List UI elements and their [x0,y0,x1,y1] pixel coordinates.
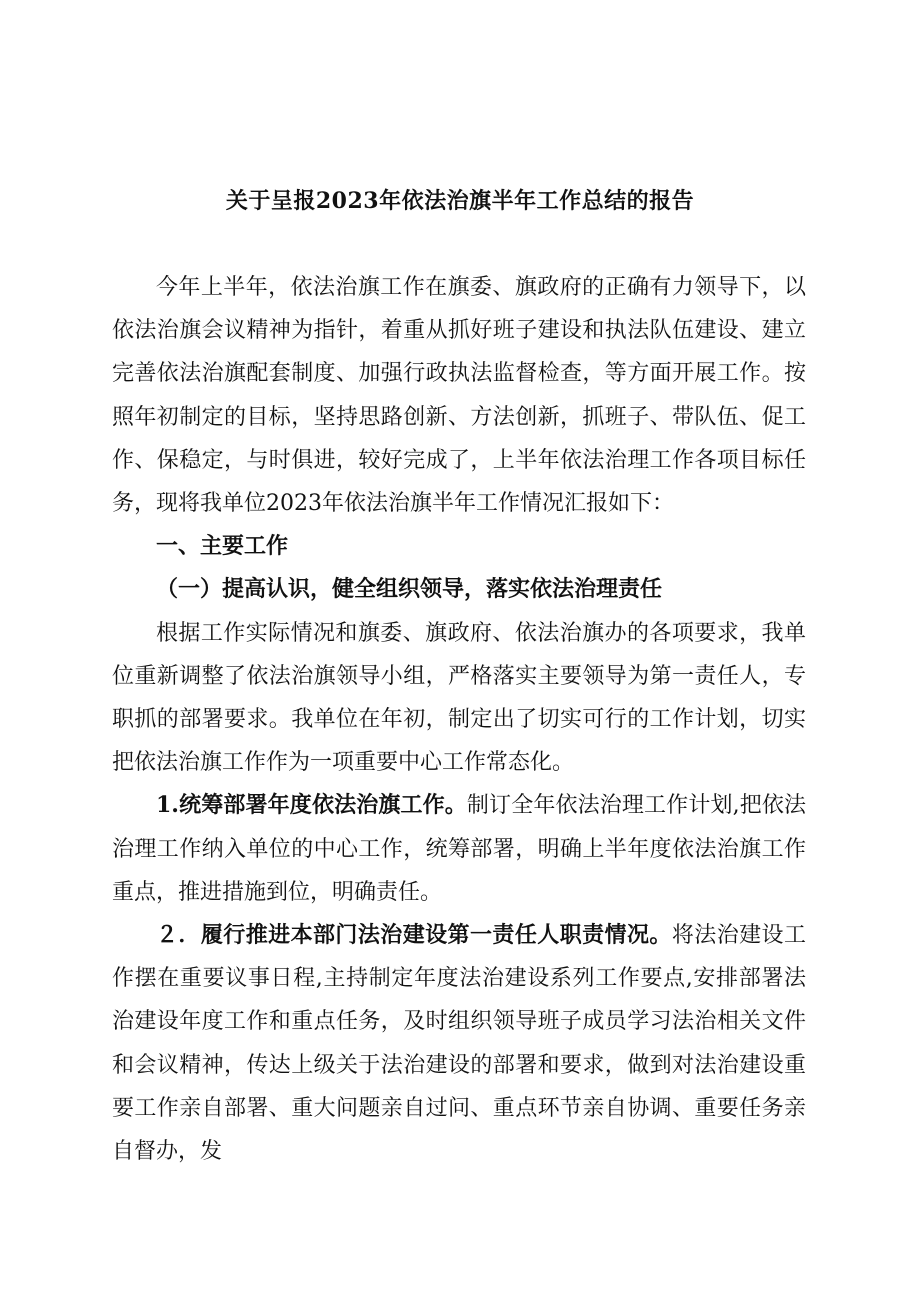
item-paragraph-1 [112,784,806,914]
document-title: 关于呈报2023年依法治旗半年工作总结的报告 [225,188,695,214]
section-heading-main-work: 一、主要工作 [156,533,289,560]
item-2-text: 将法治建设工作摆在重要议事日程,主持制定年度法治建设系列工作要点,安排部署法治建设年度工作和重点任务，及时组织领导班子成员学习法治相关文件和会议精神，传达上级关于法治建设的部署和要求，做到对法治建设重要工作亲自部署、重大问题亲自过问、重点环节亲自协调、重要任务亲自督办，发 [112,923,806,1165]
item-1-lead: 1.统筹部署年度依法治旗工作。 [156,792,467,819]
item-2-lead: ２．履行推进本部门法治建设第一责任人职责情况。 [156,922,672,949]
document-body [112,266,806,1173]
item-1-text: 制订全年依法治理工作计划,把依法治理工作纳入单位的中心工作，统筹部署，明确上半年度依法治旗工作重点，推进措施到位，明确责任。 [112,793,807,905]
subsection-paragraph-leadership: 根据工作实际情况和旗委、旗政府、依法治旗办的各项要求，我单位重新调整了依法治旗领导小组，严格落实主要领导为第一责任人，专职抓的部署要求。我单位在年初，制定出了切实可行的工作计划，切实把依法治旗工作作为一项重要中心工作常态化。 [112,620,806,776]
item-paragraph-2 [112,914,806,1173]
intro-paragraph: 今年上半年，依法治旗工作在旗委、旗政府的正确有力领导下，以依法治旗会议精神为指针，着重从抓好班子建设和执法队伍建设、建立完善依法治旗配套制度、加强行政执法监督检查，等方面开展工作。按照年初制定的目标，坚持思路创新、方法创新，抓班子、带队伍、促工作、保稳定，与时俱进，较好完成了，上半年依法治理工作各项目标任务，现将我单位2023年依法治旗半年工作情况汇报如下： [112,275,806,517]
subsection-heading-leadership: （一）提高认识，健全组织领导，落实依法治理责任 [156,576,663,603]
